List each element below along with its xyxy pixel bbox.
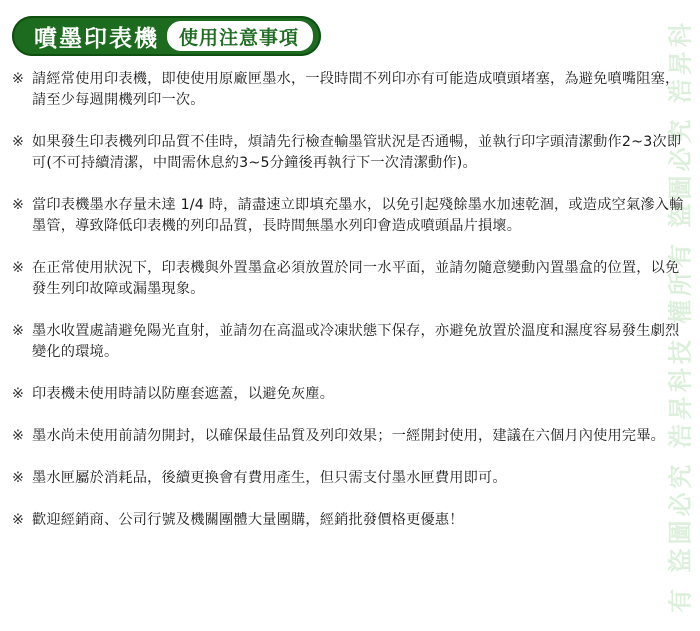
reference-mark: ※ bbox=[12, 470, 24, 486]
page-header bbox=[12, 14, 321, 58]
note-text: 墨水尚未使用前請勿開封，以確保最佳品質及列印效果；一經開封使用，建議在六個月內使用完畢。 bbox=[32, 428, 666, 444]
reference-mark: ※ bbox=[12, 323, 24, 339]
note-item bbox=[12, 258, 690, 300]
note-item bbox=[12, 321, 690, 363]
page-title: 噴墨印表機 bbox=[34, 25, 159, 52]
note-item bbox=[12, 195, 690, 237]
reference-mark: ※ bbox=[12, 386, 24, 402]
reference-mark: ※ bbox=[12, 134, 24, 150]
reference-mark: ※ bbox=[12, 71, 24, 87]
reference-mark: ※ bbox=[12, 197, 24, 213]
notes-list bbox=[12, 69, 690, 531]
note-text: 在正常使用狀況下，印表機與外置墨盒必須放置於同一水平面，並請勿隨意變動內置墨盒的位置，以免發生列印故障或漏墨現象。 bbox=[32, 260, 680, 297]
note-item bbox=[12, 426, 690, 447]
title-pill bbox=[12, 16, 321, 56]
note-text: 當印表機墨水存量未達 1/4 時，請盡速立即填充墨水，以免引起殘餘墨水加速乾涸，或造成空氣滲入輸墨管，導致降低印表機的列印品質，長時間無墨水列印會造成噴頭晶片損壞。 bbox=[32, 197, 684, 234]
reference-mark: ※ bbox=[12, 512, 24, 528]
note-text: 歡迎經銷商、公司行號及機關團體大量團購，經銷批發價格更優惠！ bbox=[32, 512, 464, 528]
reference-mark: ※ bbox=[12, 428, 24, 444]
note-text: 墨水匣屬於消耗品，後續更換會有費用產生，但只需支付墨水匣費用即可。 bbox=[32, 470, 507, 486]
note-item bbox=[12, 132, 690, 174]
note-text: 如果發生印表機列印品質不佳時，煩請先行檢查輸墨管狀況是否通暢，並執行印字頭清潔動作2~3次即可(不可持續清潔，中間需休息約3~5分鐘後再執行下一次清潔動作)。 bbox=[32, 134, 682, 171]
note-text: 墨水收置處請避免陽光直射，並請勿在高溫或冷凍狀態下保存，亦避免放置於溫度和濕度容易發生劇烈變化的環境。 bbox=[32, 323, 680, 360]
note-item bbox=[12, 69, 690, 111]
reference-mark: ※ bbox=[12, 260, 24, 276]
note-item bbox=[12, 384, 690, 405]
note-text: 印表機未使用時請以防塵套遮蓋，以避免灰塵。 bbox=[32, 386, 335, 402]
note-text: 請經常使用印表機，即使使用原廠匣墨水，一段時間不列印亦有可能造成噴頭堵塞，為避免噴嘴阻塞，請至少每週開機列印一次。 bbox=[32, 71, 680, 108]
watermark-text: 有 盜圖必究 浩昇科技 權所有 盜圖必究 浩昇科 bbox=[666, 18, 695, 613]
subtitle-pill bbox=[165, 19, 315, 53]
note-item bbox=[12, 468, 690, 489]
note-item bbox=[12, 510, 690, 531]
page-subtitle: 使用注意事項 bbox=[179, 26, 300, 49]
